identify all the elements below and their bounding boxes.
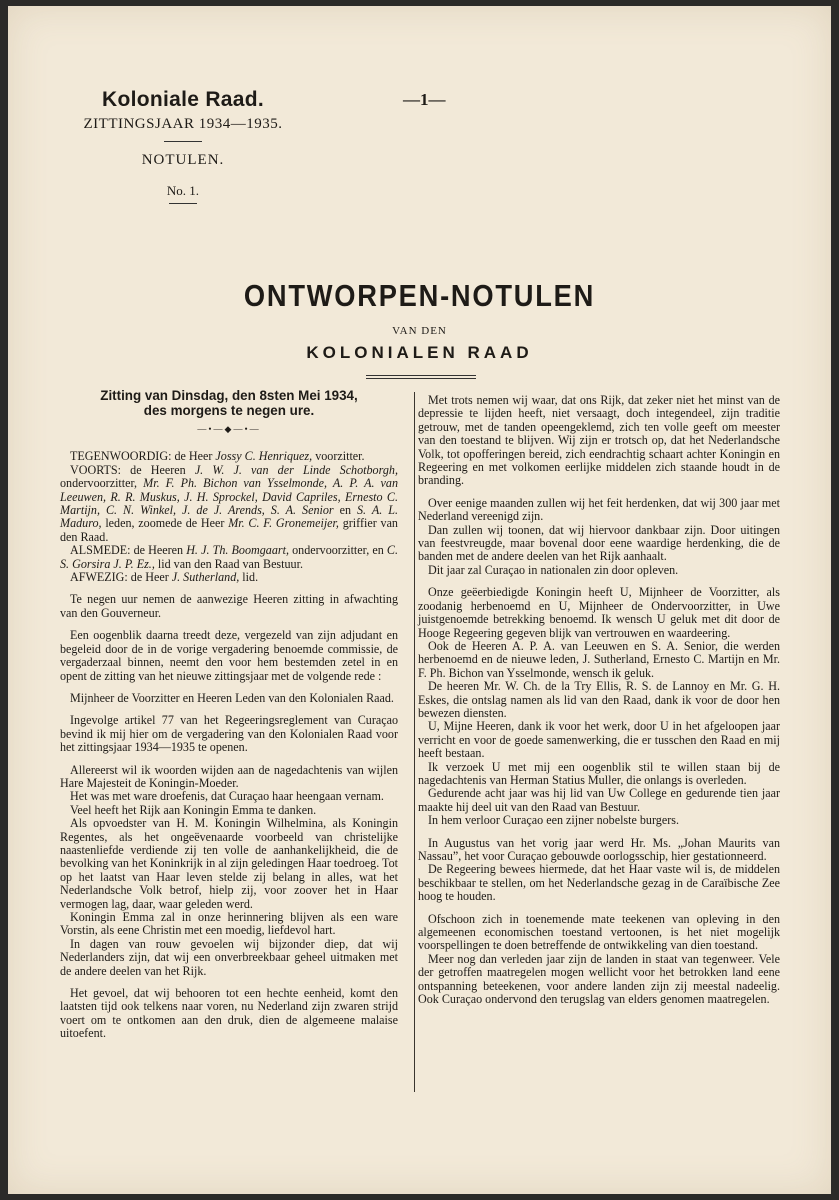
header-block xyxy=(63,88,303,204)
paragraph: Met trots nemen wij waar, dat ons Rijk, dat zeker niet het minst van de depressie te lijden heeft, niet versaagt, doch integendeel, zijn traditie getrouw, met de tanden opeengeklemd, zich ten volle geeft om meester van den toestand te blijven. Wij zijn er trotsch op, dat het Nederlandsche Volk, tot opofferingen bereid, zich eendrachtig schaart achter Koningin en Regeering en met volkomen eerlijke middelen zich staande houdt in de branding. xyxy=(418,393,780,488)
paragraph: Allereerst wil ik woorden wijden aan de nagedachtenis van wijlen Hare Majesteit de Koningin-Moeder. xyxy=(60,762,398,790)
subtitle-van-den: VAN DEN xyxy=(392,325,447,337)
ornament: —•—◆—•— xyxy=(197,424,261,434)
sitting-heading xyxy=(60,388,398,418)
title-rule xyxy=(366,378,476,379)
divider xyxy=(164,141,202,142)
document-page xyxy=(8,6,831,1194)
paragraph: Koningin Emma zal in onze herinnering blijven als een ware Vorstin, als eene Christin met een moedig, liefdevol hart. xyxy=(60,910,398,938)
notulen-label: NOTULEN. xyxy=(141,152,225,168)
title-rule xyxy=(366,375,476,376)
attendance-absent: AFWEZIG: de Heer J. Sutherland, lid. xyxy=(70,570,259,585)
notulen-number: No. 1. xyxy=(166,183,200,198)
council-name: Koloniale Raad. xyxy=(101,88,265,111)
right-column xyxy=(418,394,780,1006)
paragraph: Ofschoon zich in toenemende mate teekenen van opleving in den algemeenen economischen toestand vertoonen, is het niet mogelijk voorspellingen te doen betreffende de ontwikkeling van dien toestand. xyxy=(418,911,780,953)
main-title: ONTWORPEN-NOTULEN xyxy=(243,278,596,313)
paragraph: Over eenige maanden zullen wij het feit herdenken, dat wij 300 jaar met Nederland vereenigd zijn. xyxy=(418,495,780,524)
sitting-time: des morgens te negen ure. xyxy=(143,403,315,418)
attendance-voorts: VOORTS: de Heeren J. W. J. van der Linde Schotborgh, ondervoorzitter, Mr. F. Ph. Bichon van Ysselmonde, A. P. A. van Leeuwen, R. R. Muskus, J. H. Sprockel, David Capriles, Ernesto C. Martijn, C. N. Winkel, J. de J. Arends, S. A. Senior en S. A. L. Maduro, leden, zoomede de Heer Mr. C. F. Gronemeijer, griffier van den Raad. xyxy=(60,462,399,544)
page-number: —1— xyxy=(403,90,446,109)
attendance-alsmede: ALSMEDE: de Heeren H. J. Th. Boomgaart, ondervoorzitter, en C. S. Gorsira J. P. Ez., lid van den Raad van Bestuur. xyxy=(60,543,398,571)
paragraph: In Augustus van het vorig jaar werd Hr. Ms. „Johan Maurits van Nassau”, het voor Curaçao gebouwde oorlogsschip, hier gestationneerd. xyxy=(418,835,780,863)
column-divider xyxy=(414,392,415,1092)
paragraph: Veel heeft het Rijk aan Koningin Emma te danken. xyxy=(70,802,317,817)
attendance-present: TEGENWOORDIG: de Heer Jossy C. Henriquez, voorzitter. xyxy=(70,449,365,464)
paragraph: Gedurende acht jaar was hij lid van Uw College en gedurende tien jaar maakte hij deel uit van den Raad van Bestuur. xyxy=(418,786,780,814)
paragraph: Als opvoedster van H. M. Koningin Wilhelmina, als Koningin Regentes, als het ongeëvenaarde voorbeeld van christelijke naastenliefde verdiende zij ten volle de aanhankelijkheid, die de bevolking van het Koninkrijk in al zijn geledingen Haar toedroeg. Tot op het laatst van Haar leven stelde zij belang in alles, wat het Nederlandsche Volk betrof, hielp zij, voor zoover het in Haar vermogen lag, daar, waar geleden werd. xyxy=(60,816,398,911)
paragraph: Te negen uur nemen de aanwezige Heeren zitting in afwachting van den Gouverneur. xyxy=(60,592,398,620)
paragraph: Ingevolge artikel 77 van het Regeeringsreglement van Curaçao bevind ik mij hier om de vergadering van den Kolonialen Raad voor het zittingsjaar 1934—1935 te openen. xyxy=(60,713,398,755)
paragraph: U, Mijne Heeren, dank ik voor het werk, door U in het afgeloopen jaar verricht en voor de goede samenwerking, die er tusschen den Raad en mij heeft bestaan. xyxy=(418,719,780,761)
sitting-date: Zitting van Dinsdag, den 8sten Mei 1934, xyxy=(100,388,358,403)
paragraph: De Regeering bewees hiermede, dat het Haar vaste wil is, de middelen beschikbaar te stellen, om het Nederlandsche gezag in de Caraïbische Zee hoog te houden. xyxy=(418,862,780,904)
paragraph: Het gevoel, dat wij behooren tot een hechte eenheid, komt den laatsten tijd ook telkens naar voren, nu Nederland zijn zwaren strijd voert om te ontkomen aan den druk, dien de algemeene malaise uitoefent. xyxy=(60,986,398,1041)
paragraph: De heeren Mr. W. Ch. de la Try Ellis, R. S. de Lannoy en Mr. G. H. Eskes, die ontslag namen als lid van den Raad, dank ik voor de door hen bewezen diensten. xyxy=(418,679,780,720)
paragraph: Ik verzoek U met mij een oogenblik stil te willen staan bij de nagedachtenis van Herman Statius Muller, die onlangs is overleden. xyxy=(418,759,780,787)
paragraph: Ook de Heeren A. P. A. van Leeuwen en S. A. Senior, die werden herbenoemd en de nieuwe leden, J. Sutherland, Ernesto C. Martijn en Mr. F. Ph. Bichon van Ysselmonde, wensch ik geluk. xyxy=(418,638,780,680)
left-column xyxy=(60,388,398,1041)
divider xyxy=(169,203,197,204)
paragraph: Dit jaar zal Curaçao in nationalen zin door opleven. xyxy=(428,562,679,577)
paragraph: Een oogenblik daarna treedt deze, vergezeld van zijn adjudant en begeleid door de in de vorige vergadering benoemde commissie, de vergaderzaal binnen, neemt den voor hem bestemden zetel in en opent de zitting van het nieuwe zittingsjaar met de volgende rede : xyxy=(60,628,398,683)
paragraph: Onze geëerbiedigde Koningin heeft U, Mijnheer de Voorzitter, als zoodanig herbenoemd en U, Mijnheer de Ondervoorzitter, in Uwe juistgenoemde betrekking benoemd. Ik wensch U geluk met dit door de Hooge Regeering gegeven blijk van vertrouwen en waardeering. xyxy=(418,585,780,640)
session-year: ZITTINGSJAAR 1934—1935. xyxy=(83,116,283,132)
paragraph: Mijnheer de Voorzitter en Heeren Leden van den Kolonialen Raad. xyxy=(70,690,394,705)
paragraph: Dan zullen wij toonen, dat wij hiervoor dankbaar zijn. Door uitingen van feestvreugde, maar bovenal door eene waardige herdenking, die de banden met de andere deelen van het Rijk aanhaalt. xyxy=(418,522,780,564)
paragraph: Het was met ware droefenis, dat Curaçao haar heengaan vernam. xyxy=(70,789,384,804)
paragraph: In hem verloor Curaçao een zijner nobelste burgers. xyxy=(428,813,679,828)
paragraph: In dagen van rouw gevoelen wij bijzonder diep, dat wij Nederlanders zijn, dat wij een onverbreekbaar geheel uitmaken met de andere deelen van het Rijk. xyxy=(60,936,398,978)
paragraph: Meer nog dan verleden jaar zijn de landen in staat van tegenweer. Vele der getroffen maatregelen mogen wellicht voor het betrokken land eene ontspanning beteekenen, voor andere landen zijn zij meestal nadeelig. Ook Curaçao ondervond den terugslag van elders genomen maatregelen. xyxy=(418,951,780,1007)
council-banner: KOLONIALEN RAAD xyxy=(306,343,533,362)
